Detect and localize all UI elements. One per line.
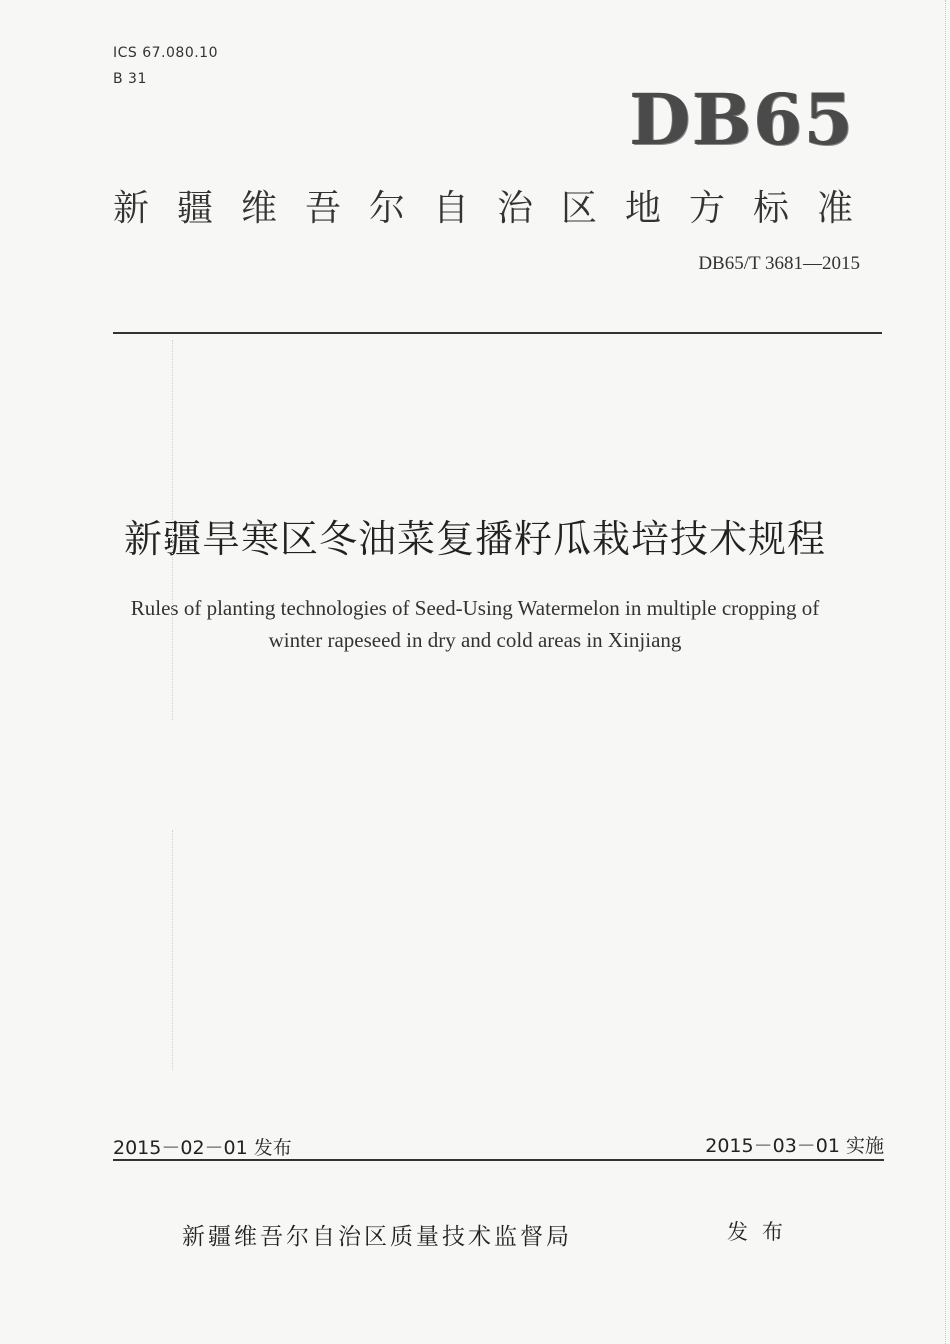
standard-type-heading: 新疆维吾尔自治区地方标准 (113, 188, 882, 229)
issuing-authority: 新疆维吾尔自治区质量技术监督局 (182, 1224, 572, 1250)
standard-number: DB65/T 3681—2015 (698, 253, 860, 274)
english-title-line-2: winter rapeseed in dry and cold areas in Xinjiang (268, 628, 682, 652)
ics-code: ICS 67.080.10 (113, 45, 218, 61)
english-title-line-1: Rules of planting technologies of Seed-Using Watermelon in multiple cropping of (130, 596, 820, 620)
scan-artifact (172, 830, 174, 1070)
bottom-divider (113, 1159, 884, 1161)
document-title-english (100, 592, 850, 656)
issue-label: 发布 (727, 1220, 797, 1244)
implementation-date: 2015－03－01 实施 (705, 1135, 884, 1157)
page-edge (945, 0, 947, 1344)
db65-logo: DB65 (629, 78, 855, 161)
top-divider (113, 332, 882, 334)
ccs-code: B 31 (113, 71, 147, 87)
document-title-chinese: 新疆旱寒区冬油菜复播籽瓜栽培技术规程 (123, 517, 826, 561)
scan-artifact (172, 340, 174, 720)
issue-date: 2015－02－01 发布 (113, 1137, 292, 1159)
